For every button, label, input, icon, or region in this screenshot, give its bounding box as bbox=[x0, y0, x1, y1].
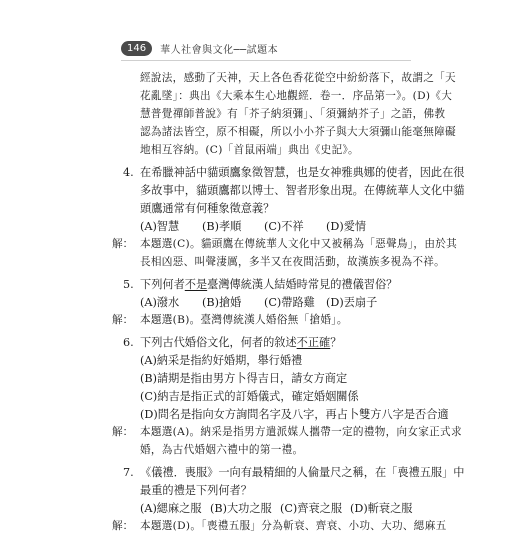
answer-text: 婚，為古代婚姻六禮中的第一禮。 bbox=[140, 444, 304, 456]
continuation-line: 花亂墜」：典出《大乘本生心地觀經．卷一．序品第一》。(D)《大 bbox=[140, 90, 453, 102]
continuation-line: 經說法，感動了天神，天上各色香花從空中紛紛落下，故謂之「天 bbox=[140, 72, 456, 84]
option-a: (A)緦麻之服 bbox=[140, 502, 202, 515]
answer-text: 本題選(A)。納采是指男方遣派媒人攜帶一定的禮物，向女家正式求 bbox=[140, 426, 462, 438]
option-c: (C)齊衰之服 bbox=[280, 502, 343, 515]
option-b: (B)請期是指由男方卜得吉日，請女方商定 bbox=[140, 372, 348, 385]
answer-label: 解： bbox=[112, 314, 134, 326]
book-title: 華人社會與文化──試題本 bbox=[160, 44, 279, 56]
answer-label: 解： bbox=[112, 520, 134, 532]
option-b: (B)搶婚 bbox=[202, 296, 242, 309]
question-number: 4. bbox=[123, 166, 134, 179]
answer-text: 本題選(D)。「喪禮五服」分為斬衰、齊衰、小功、大功、緦麻五 bbox=[140, 520, 447, 532]
answer-label: 解： bbox=[112, 238, 134, 250]
option-a: (A)納采是指約好婚期，舉行婚禮 bbox=[140, 354, 303, 367]
continuation-line: 認為諸法皆空，原不相礙，所以小小芥子與大大須彌山能毫無障礙 bbox=[140, 126, 456, 138]
header-rule bbox=[121, 60, 411, 61]
option-d: (D)斬衰之服 bbox=[350, 502, 413, 515]
question-stem: 在希臘神話中貓頭鷹象徵智慧，也是女神雅典娜的使者，因此在很 bbox=[140, 166, 465, 179]
continuation-line: 地相互容納。(C)「首鼠兩端」典出《史記》。 bbox=[140, 144, 359, 156]
answer-text: 本題選(B)。臺灣傳統漢人婚俗無「搶婚」。 bbox=[140, 314, 348, 326]
emphasis-text: 不正確 bbox=[296, 336, 331, 349]
option-list bbox=[140, 295, 388, 310]
question-number: 5. bbox=[123, 278, 134, 291]
option-d: (D)丟扇子 bbox=[326, 296, 378, 309]
page-header bbox=[121, 40, 278, 56]
emphasis-text: 不是 bbox=[184, 278, 208, 291]
option-d: (D)愛情 bbox=[326, 220, 367, 233]
option-list bbox=[140, 501, 420, 516]
question-number: 7. bbox=[123, 466, 134, 479]
option-list bbox=[140, 219, 388, 234]
stem-text: ？ bbox=[330, 336, 342, 349]
question-stem bbox=[140, 335, 341, 350]
answer-label: 解： bbox=[112, 426, 134, 438]
answer-text: 本題選(C)。貓頭鷹在傳統華人文化中又被稱為「惡聲鳥」，由於其 bbox=[140, 238, 457, 250]
question-number: 6. bbox=[123, 336, 134, 349]
stem-text: 下列何者 bbox=[140, 278, 185, 291]
option-a: (A)智慧 bbox=[140, 220, 180, 233]
question-stem: 《儀禮．喪服》一向有最精細的人倫量尺之稱，在「喪禮五服」中 bbox=[140, 466, 465, 479]
option-c: (C)帶路雞 bbox=[264, 296, 315, 309]
option-d: (D)問名是指向女方詢問名字及八字，再占卜雙方八字是否合適 bbox=[140, 408, 449, 421]
option-c: (C)納吉是指正式的訂婚儀式，確定婚姻關係 bbox=[140, 390, 359, 403]
page-number: 146 bbox=[121, 41, 152, 56]
option-c: (C)不祥 bbox=[264, 220, 304, 233]
question-stem: 多故事中，貓頭鷹都以博士、智者形象出現。在傳統華人文化中貓 bbox=[140, 184, 465, 197]
option-a: (A)潑水 bbox=[140, 296, 180, 309]
question-stem bbox=[140, 277, 397, 292]
option-b: (B)大功之服 bbox=[210, 502, 272, 515]
question-stem: 最重的禮是下列何者？ bbox=[140, 484, 252, 497]
stem-text: 下列古代婚俗文化，何者的敘述 bbox=[140, 336, 297, 349]
stem-text: 臺灣傳統漢人結婚時常見的禮儀習俗？ bbox=[207, 278, 398, 291]
option-b: (B)孝順 bbox=[202, 220, 242, 233]
continuation-line: 慧普覺禪師普說》有「芥子納須彌」、「須彌納芥子」之語，佛教 bbox=[140, 108, 446, 120]
answer-text: 長相凶惡、叫聲淒厲，多半又在夜間活動，故漢族多視為不祥。 bbox=[140, 256, 446, 268]
question-stem: 頭鷹通常有何種象徵意義？ bbox=[140, 202, 275, 215]
